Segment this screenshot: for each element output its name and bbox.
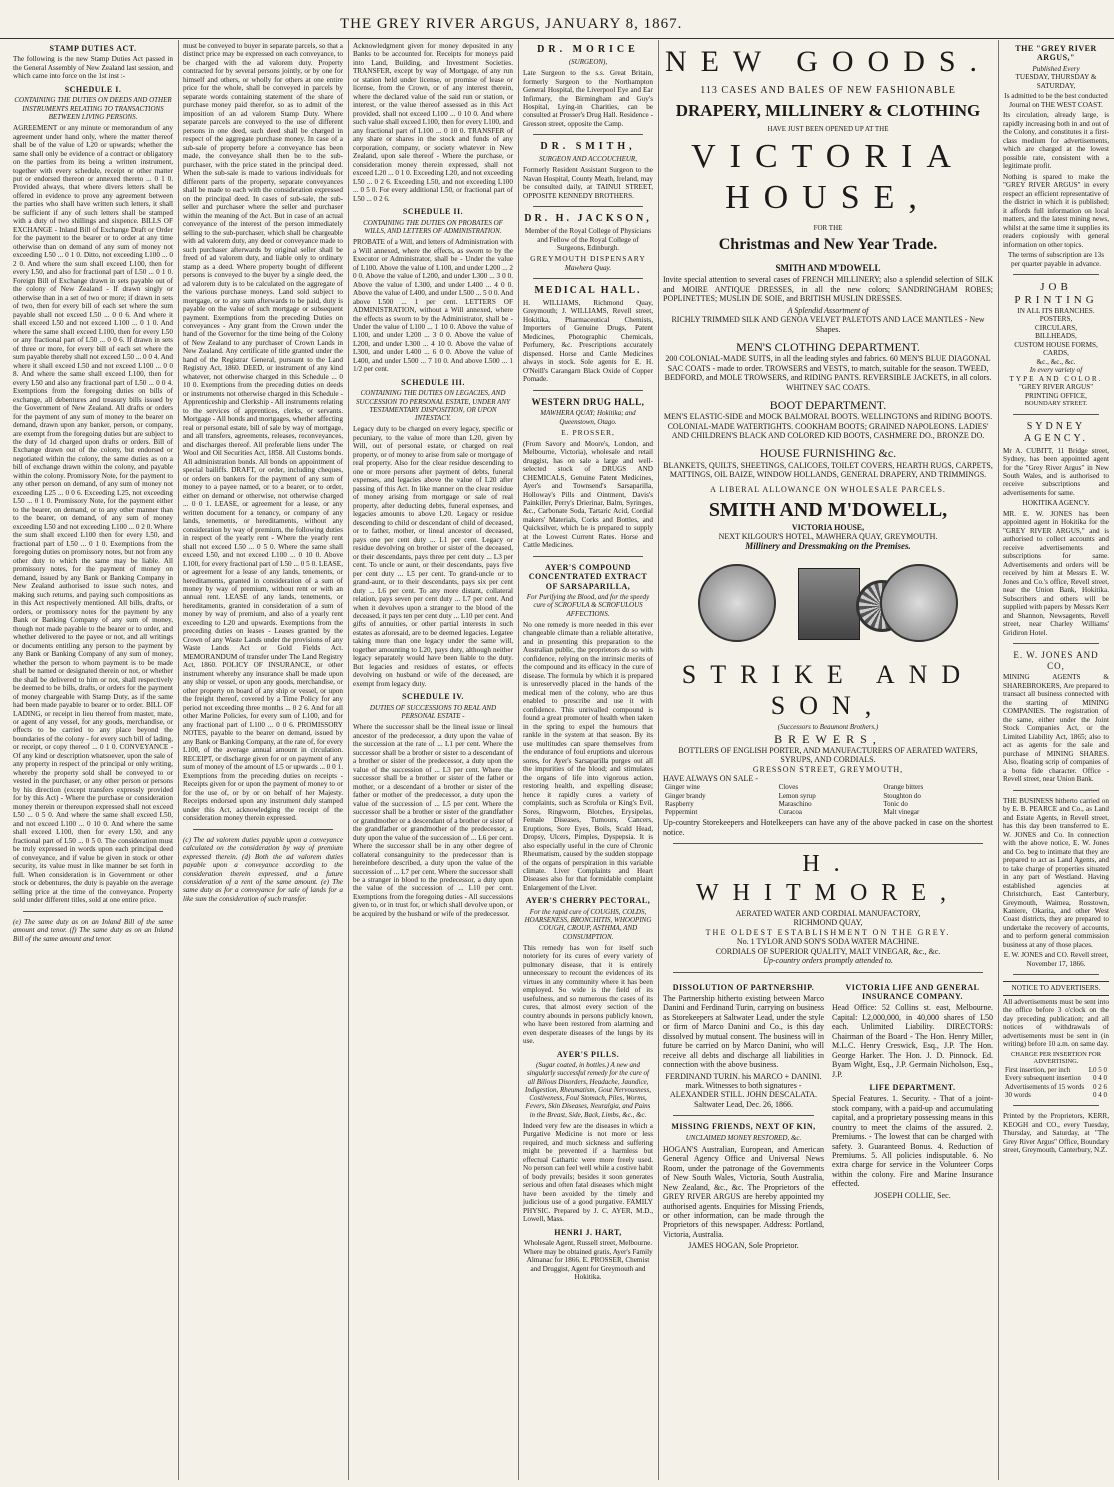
business-notice: THE BUSINESS hitherto carried on by E. B. PEARCE and Co., as Land and Estate Agents, in Revell street, has this day been transferred to E. W. JONES and Co. In connection with the above notice, E. W. Jones and Co. beg to intimate that they are prepared to act as Land Agents, and to take charge of properties situated in any part of Westland. Having established agencies at Christchurch, East Canterbury, Greymouth, Waimea, Rosstown, Kaniere, Okarita, and other West Coast districts, they are prepared to undertake the recovery of accounts, and to perform general commission business at any of those places.: [1003, 796, 1109, 949]
smith-name: DR. SMITH,: [540, 141, 636, 153]
jones-body: MINING AGENTS & SHAREBROKERS, Are prepared to transact all business connected with the starting of MINING COMPANIES. The registration of the same, either under the Joint Stock Companies Act, or the Limited Liability Act, 1865; also to act as agents for the sale and purchase of MINING SHARES. Also, floating scrip of companies of a bona fide character. Office - Revell street, near Union Bank.: [1003, 673, 1109, 784]
life-department-body: Special Features. 1. Security. - That of a joint-stock company, with a paid-up and accumulating capital, and a proprietary possessing means in this country to meet the claims of the assured. 2. Premiums. - The lowest that can be charged with safety. 3. Guaranteed Bonus. 4. Reduction of Premiums. 5. All policies indisputable. 6. No extra charge for service in the Volunteer Corps within the colony. Fire and Marine Insurance effected.: [832, 1094, 993, 1189]
rate-value: 0 2 6: [1093, 1082, 1107, 1091]
western-drug-hall-heading: WESTERN DRUG HALL,: [531, 396, 645, 407]
splendid-line: A Splendid Assortment of: [787, 305, 869, 315]
boot-dept-body: MEN'S ELASTIC-SIDE and MOCK BALMORAL BOOTS. WELLINGTONS and RIDING BOOTS. COLONIAL-MADE WATERTIGHTS. COOKHAM BOOTS; GRAINED NAPOLEONS. LADIES' AND CHILDREN'S BLACK AND COLORED KID BOOTS, CASHMERE DO., BRONZE DO.: [663, 412, 993, 440]
schedule-3-heading: SCHEDULE III.: [401, 377, 465, 387]
schedule-4-body: Where the successor shall be the lineal issue or lineal ancestor of the predecessor, a duty upon the value of the succession at the rate of ... L1 per cent. Where the successor shall be a brother or sister to a descendant of a brother or sister of the predecessor, a duty upon the value of the succession of ... L3 per cent. Where the successor shall be a brother or sister of the father or mother, or a descendant of a brother or sister of the father or mother of the predecessor, a duty upon the value of the succession of ... L5 per cent. Where the successor shall be a brother or sister of the grandfather or grandmother or a descendant of a brother or sister of the grandfather or grandmother of the predecessor, a duty upon the value of the succession of ... L6 per cent. Where the successor shall be in any other degree of collateral consanguinity to the predecessor than is hereinbefore described, a duty upon the value of the succession of ... L7 per cent. Where the successor shall be a stranger in blood to the predecessor, a duty upon the value of the succession of ... L10 per cent. Exemptions from the foregoing duties - All successions given to, or in trust for, or which shall devolve upon, or be acquired by the husband or wife of the predecessor.: [353, 723, 513, 918]
divider: [533, 206, 643, 207]
drapery-heading: DRAPERY, MILLINERY & CLOTHING: [675, 101, 981, 121]
table-cell: Raspberry: [665, 799, 694, 808]
sydney-agency-heading: SYDNEY AGENCY.: [1024, 420, 1088, 444]
column-stamp-duties-cont: [178, 40, 348, 1480]
rate-label: 30 words: [1005, 1090, 1031, 1099]
table-row: [663, 783, 993, 791]
medical-hall-heading: MEDICAL HALL.: [534, 285, 642, 296]
printing-office: "GREY RIVER ARGUS" PRINTING OFFICE,: [1018, 383, 1094, 400]
missing-friends-heading: MISSING FRIENDS, NEXT OF KIN,: [671, 1122, 816, 1132]
strike-son-heading: STRIKE AND SON,: [681, 659, 975, 720]
hart-name: HENRI J. HART,: [554, 1227, 622, 1237]
ayer-sarsaparilla-body: No one remedy is more needed in this ever changeable climate than a reliable alterative, and in presenting this preparation to the Australian public, the proprietors do so with confidence, relying on the intrinsic merits of the compound and its efficacy in the cure of disease. The formula by which it is prepared is unreservedly placed in the hands of the medical men of the colony, who are thus enabled to prescribe and use it with confidence. This unrivalled compound is found a great promoter of health when taken in the spring to expel the humours that rankle in the system at that season. By its use multitudes can spare themselves from the endurance of foul eruptions and ulcerous sores, for Ayer's Sarsaparilla purges out all the impurities of the blood; and stimulates the organs of life into vigorous action, restoring health, and expelling disease; hence it rapidly cures a variety of complaints, such as Scrofula or King's Evil, Sores, Ringworm, Blotches, Erysipelas, Female Diseases, Tumours, Cancers, Eruptions, Sore Eyes, Boils, Scald Head, Dropsy, Ulcers, Pimples, Dyspepsia. It is also especially useful in the cure of Chronic Rheumatism, caused by the sudden stoppage of the organs of perspiration in this variable climate. Liver Complaints and Heart Diseases also for that formidable complaint Enlargement of the Liver.: [523, 620, 653, 892]
ayer-pills-heading: AYER'S PILLS.: [556, 1049, 620, 1059]
list-item: CARDS,: [1043, 349, 1069, 358]
hart-body: Wholesale Agent, Russell street, Melbourne. Where may be obtained gratis, Ayer's Family Almanac for 1866. E. PROSSER, Chemist and Druggist, Agent for Greymouth and Hokitika.: [523, 1239, 653, 1282]
bottom-right-ads: [832, 979, 993, 1251]
job-items-list: [1003, 315, 1109, 366]
table-cell: Maraschino: [778, 799, 812, 808]
column-schedules: [348, 40, 518, 1480]
printer-imprint: Printed by the Proprietors, KERR, KEOGH and CO., every Tuesday, Thursday, and Saturday, at "The Grey River Argus" Office, Boundary street, Greymouth, Canterbury, N.Z.: [1003, 1112, 1109, 1155]
missing-friends-body: HOGAN'S Australian, European, and American General Agency Office and Universal News Room, under the patronage of the Governments of New South Wales, Victoria, South Australia, New Zealand, &c., &c. The Proprietors of the GREY RIVER ARGUS are hereby appointed my authorised agents. Enquiries for Missing Friends, or other information, can be made through the Proprietors of this newspaper. Address: Portland, Victoria, Australia.: [663, 1144, 824, 1239]
orders-line: Up-country orders promptly attended to.: [763, 956, 893, 966]
list-item: &c., &c., &c.: [1036, 357, 1076, 366]
western-drug-hall-sub: MAWHERA QUAY; Hokitika; and Queenstown, Otago.: [540, 409, 636, 426]
schedule-1-continued: must be conveyed to buyer in separate parcels, so that a distinct price may be expressed on each conveyance, to be charged with the ad valorem duty. Property contracted for by several persons jointly, or by one for himself and others, or wholly for others at one entire price for the whole, shall be conveyed in parcels by separate words containing statement of the share of purchase money paid therefor, so as to admit of the imposition of an ad valorem Stamp Duty. Where separate parcels are conveyed to the use of different persons in one deed, such deed shall be charged in respect of the aggregate purchase money. In case of a sub-sale of property before a conveyance has been made, the conveyance shall then be to the sub-purchaser, with the price stated in the principal deed. When the sub-sale is made to various individuals for different parts of the property, separate conveyances shall be made to each with the consideration expressed on the principal deed. In cases of sub-sale, the sub-seller and purchaser where the seller and purchaser within the meaning of the Act. But in case of an actual conveyance of the interest of the person immediately selling to the sub-purchaser, which shall be chargeable with ad valorem duty, any deed or conveyance made to such purchaser afterwards by original seller shall be freed of ad valorem duty, and liable only to ordinary stamp as a deed. Where property bought of different persons is conveyed to the buyer by a single deed, the ad valorem duty is to be calculated on the aggregate of the various purchase moneys. Land sold subject to mortgage, or to any sum afterwards to be paid, duty is payable on the value of such mortgage or subsequent payment. Exemptions from the preceding Duties on conveyances - Any grant from the Crown under the hand of the Governor for the time being of the Colony of New Zealand to any purchaser of Crown Lands in New Zealand. Any certificate of title granted under the hand of the Registrar General, pursuant to the Land Registry Act, 1860. DEED, or instrument of any kind whatever, not otherwise charged in this Schedule ... 0 10 0. Exemptions from the preceding duties on deeds or instruments not otherwise charged in this Schedule - Apprenticeship and Clerkship - All instruments relating to the services of apprentices, clerks, or servants. Mortgage - All bonds and mortgages, whether affecting real or personal estate, bill of sale by way of mortgage, and all transfers, agreements, releases, reconveyances, and discharges thereof. All preferable liens under The Wool and Oil Securities Act, 1858. All Customs bonds. All administration bonds. All bonds on appointment of special bailiffs. DRAFT, or order, including cheques, or orders on bankers for the payment of any sum of money to a payee named, or to a bearer, or to order, either on demand or otherwise, not otherwise charged ... 0 0 1. LEASE, or agreement for a lease, or any written document for a tenancy, or company of any lands, tenements, or hereditaments, without any consideration by way of premium, the following duties in respect of the yearly rent - Where the yearly rent shall not exceed L50 ... 0 5 0. Where the same shall exceed L50, and not exceed L100 ... 0 10 0. Above L100, for every fractional part of L50 ... 0 5 0. LEASE, or agreement for a lease of any lands, tenements, or hereditaments, granted in consideration of a sum of money by way of premium, without rent or with an annual rent. LEASE of any lands, tenements, or hereditaments, granted in consideration of a sum of money by way of premium, and also of a yearly rent exceeding to L20 and upwards. Exemptions from the preceding duties on leases - Leases granted by the Crown of any Waste Lands under the provisions of any Waste Lands Act or Gold Fields Act. MEMORANDUM of transfer under The Land Registry Act, 1860. POLICY OF INSURANCE, or other instrument whereby any insurance shall be made upon any ship or vessel, or upon any goods, merchandise, or other property on board of any ship or vessel, or upon the freight thereof, covered by a Time Policy for any period not exceeding three months ... 0 2 6. And for all other Marine Policies, for every sum of L100, and for any fractional part of L100 ... 0 0 6. PROMISSORY NOTES, payable to the bearer on demand, issued by any Bank or Banking Company, at the rate of, for every L100, of the average annual amount in circulation. RECEIPT, or discharge given for or on payment of any sum of money of the amount of L5 or upwards ... 0 0 1. Exemptions from the preceding duties on receipts - Receipts given for or upon the payment of money to or for the use of, or by or on behalf of her Majesty. Receipts endorsed upon any instrument duly stamped under this Act, acknowledging the receipt of the consideration money therein expressed.: [183, 42, 344, 823]
cases-line: 113 CASES AND BALES OF NEW FASHIONABLE: [700, 85, 956, 97]
table-cell: Peppermint: [665, 808, 698, 817]
smith-mcdowell-name: SMITH AND M'DOWELL: [775, 262, 881, 273]
hokitika-agency-body: MR. E. W. JONES has been appointed agent in Hokitika for the "GREY RIVER ARGUS," and is authorised to collect accounts and receive advertisements and subscriptions for same. Advertisements and orders will be received by him at Messrs E. W. Jones and Co.'s office, Revell street, near the Union Bank, Hokitika. Subscribers and others will be supplied with papers by Messrs Kerr and Shannon, Newsagents, Revell street, near Charley Williams' Gridiron Hotel.: [1003, 509, 1109, 637]
schedule-4-heading: SCHEDULE IV.: [402, 692, 464, 702]
invite-text: Invite special attention to several cases of FRENCH MILLINERY; also a splendid selection of SILK and MOIRE ANTIQUE DRESSES, in all the new colors; SANDRINGHAM ROBES; POPLINETTES; MUSLIN DE SOIE, and BRITISH MUSLIN DRESSES.: [663, 275, 993, 304]
footnotes: (c) The ad valorem duties payable upon a conveyance calculated on the consideration by way of premium expressed therein. (d) Both the ad valorem duties payable upon a conveyance according to the consideration therein expressed, and a future consideration of a rent of the same amount. (e) The same duty as for a conveyance for sale of lands for a like sum the consideration of such transfer.: [183, 835, 343, 903]
list-item: BILLHEADS,: [1035, 332, 1077, 341]
variety-line: In every variety of: [1029, 366, 1083, 375]
mens-clothing-body: 200 COLONIAL-MADE SUITS, in all the leading styles and fabrics. 60 MEN'S BLUE DIAGONAL SAC COATS - made to order. TROWSERS and VESTS, to match, suitable for the season. TWEED, BEDFORD, and MOLE TROWSERS, and RIDING PANTS. REVERSIBLE JACKETS, in all colors. WHITNEY SAC COATS.: [664, 354, 992, 392]
table-cell: Ginger brandy: [665, 791, 706, 800]
divider: [1013, 974, 1099, 975]
victoria-house-heading: VICTORIA HOUSE,: [691, 138, 965, 216]
stamp-duties-title: STAMP DUTIES ACT.: [49, 44, 137, 53]
liberal-allowance: A LIBERAL ALLOWANCE ON WHOLESALE PARCELS.: [710, 485, 946, 495]
jackson-body: Member of the Royal College of Physicians and Fellow of the Royal College of Surgeons, Edinburgh.: [524, 227, 652, 253]
hogan-signature: JAMES HOGAN, Sole Proprietor.: [688, 1241, 799, 1251]
machine-icon: [798, 568, 860, 640]
opened-line: HAVE JUST BEEN OPENED UP AT THE: [767, 125, 889, 134]
brewery-engraving: [678, 558, 978, 654]
victoria-house-footer: VICTORIA HOUSE,: [791, 522, 865, 532]
column-drapery-ads: [658, 40, 998, 1480]
oldest-establishment: THE OLDEST ESTABLISHMENT ON THE GREY.: [705, 927, 951, 937]
morice-title: (SURGEON),: [568, 57, 608, 66]
branches-line: IN ALL ITS BRANCHES.: [1017, 306, 1095, 315]
table-cell: Cloves: [778, 783, 799, 792]
boundary-street: BOUNDARY STREET.: [1024, 400, 1088, 408]
smith-mcdowell-footer: SMITH AND M'DOWELL,: [708, 498, 948, 521]
sydney-agency-body: Mr A. CUBITT, 11 Bridge street, Sydney, has been appointed agent for the "Grey River Argus" in New South Wales, and is authorised to receive subscriptions and advertisements for same.: [1003, 446, 1109, 497]
prosser-body: (From Savory and Moore's, London, and Melbourne, Victoria), wholesale and retail druggist, has on sale a large and well-selected stock of DRUGS AND CHEMICALS, Genuine Patent Medicines, Ayer's and Townsend's Sarsaparilla, Holloway's Pills and Ointment, Davis's Painkiller, Perry's Drierinar, Balm, Syringes, &c., Carbonate Soda, Tartaric Acid, Cordial makers' Materials, Corks and Bottles, and Quicksilver, which he is prepared to supply at the Lowest Current Rates. Horse and Cattle Medicines.: [523, 439, 653, 550]
table-row: [663, 808, 993, 816]
published-line: Published Every: [1032, 64, 1080, 73]
notice-advertisers-heading: NOTICE TO ADVERTISERS.: [1003, 981, 1109, 995]
collie-signature: JOSEPH COLLIE, Sec.: [874, 1190, 951, 1200]
masthead-title: THE GREY RIVER ARGUS, JANUARY 8, 1867.: [340, 16, 683, 32]
schedule-2-subtitle: CONTAINING THE DUTIES ON PROBATES OF WILLS, AND LETTERS OF ADMINISTRATION.: [363, 218, 503, 235]
whitmore-heading: H. WHITMORE,: [696, 851, 960, 906]
bottlers-line: BOTTLERS OF ENGLISH PORTER, AND MANUFACTURERS OF AERATED WATERS, SYRUPS, AND CORDIALS.: [678, 745, 978, 765]
nothing-spared-text: Nothing is spared to make the "GREY RIVER ARGUS" in every respect an efficient representative of the district in which it is published; it affords full information on local matters, and the latest mining news, whilst at the same time it supplies its readers copiously with general information on other topics.: [1003, 172, 1110, 249]
schedule-4-subtitle: DUTIES OF SUCCESSIONS TO REAL AND PERSONAL ESTATE -: [369, 703, 497, 721]
divider: [533, 556, 643, 557]
table-row: [1003, 1083, 1109, 1091]
schedule-3-body: Legacy duty to be charged on every legacy, specific or pecuniary, to the value of more than L20, given by Will, out of personal estate, or charged on real property, or of money to arise from sale or mortgage of real property. Also for the clear residue descending to one or more persons after payment of debts, funeral expenses, and legacies above the value of L20 after passing of this Act. In like manner on the clear residue of money arising from mortgage or sale of real property, after deducting debts, funeral expenses, and legacies amounts to above L20. Legacy or residue descending to child or descendant of child of deceased, or to father, mother, or lineal ancestor of deceased, pays one per cent duty ... L1 per cent. Legacy or residue devolving on brother or sister of the deceased, or their descendants, pays three per cent duty ... L3 per cent. To uncle or aunt, or their descendants, pays five per cent duty ... L5 per cent. To grand-uncle or to grand-aunt, or to their descendants, pays six per cent duty ... L6 per cent. To any more distant, collateral relation, pays seven per cent duty ... L7 per cent. And when it devolves upon a stranger to the blood of the deceased, it pays ten per cent duty ... L10 per cent. And gifts of annuities, or other partial interests in such estates as aforesaid, are to be deemed legacies. Legatee taking more than one legacy under the same will, together amounting to L20, pays duty, although neither legacy separately would have been liable to the duty. But legacies and residues of estates, or effects devolving on husband or wife of the deceased, are exempt from legacy duty.: [353, 425, 513, 688]
divider: [533, 134, 643, 135]
millinery-line: Millinery and Dressmaking on the Premises.: [745, 541, 911, 552]
missing-friends-sub: UNCLAIMED MONEY RESTORED, &c.: [685, 1133, 802, 1142]
list-item: CUSTOM HOUSE FORMS,: [1014, 340, 1098, 349]
divider: [1013, 274, 1099, 275]
divider: [1013, 1105, 1099, 1106]
schedule-1-subtitle: CONTAINING THE DUTIES ON DEEDS AND OTHER INSTRUMENTS RELATING TO TRANSACTIONS BETWEEN LIVING PERSONS.: [14, 96, 172, 121]
divider: [23, 911, 163, 912]
divider: [673, 972, 983, 973]
schedule-1-end: Acknowledgment given for money deposited in any Banks to be accounted for. Receipts for moneys paid into Land, Building, and Investment Societies. TRANSFER, except by way of Mortgage, of any run or station held under license, or promise of lease or license, from the Crown, or of any interest therein, where the declared value of the said run or station, or interest, or the value thereof assessed as in this Act provided, shall not exceed L100 ... 0 10 0. And where such value shall exceed L100, then for every L100, and any fractional part of L100 ... 0 10 0. TRANSFER of any share or shares in the stock and funds of any corporation, company, or society whatever in New Zealand, upon sale thereof - Where the purchase, or consideration money therein expressed, shall not exceed L20 ... 0 1 0. Exceeding L20, and not exceeding L50 ... 0 2 6. Exceeding L50, and not exceeding L100 ... 0 5 0. For every additional L50, or fractional part of L50 ... 0 2 6.: [353, 42, 513, 203]
tylor-machine: No. 1 TYLOR AND SON'S SODA WATER MACHINE.: [736, 937, 920, 947]
jackson-place: GREYMOUTH DISPENSARY: [530, 253, 646, 263]
list-item: POSTERS,: [1039, 315, 1073, 324]
morice-name: DR. MORICE: [537, 44, 639, 55]
dissolution-heading: DISSOLUTION OF PARTNERSHIP.: [672, 982, 815, 992]
argus-title: THE "GREY RIVER ARGUS,": [1015, 44, 1097, 63]
successors-line: (Successors to Beaumont Brothers.): [777, 723, 879, 732]
gresson-street: GRESSON STREET, GREYMOUTH,: [752, 764, 904, 774]
christmas-heading: Christmas and New Year Trade.: [718, 235, 938, 253]
publication-days: TUESDAY, THURSDAY & SATURDAY,: [1015, 73, 1097, 90]
table-row: [663, 800, 993, 808]
table-row: [1003, 1074, 1109, 1082]
victoria-life-body: Head Office: 52 Collins st. east, Melbourne. Capital: L2,000,000, in 40,000 shares of L50 each. Unlimited Liability. DIRECTORS: Chairman of the Board - The Hon. Henry Miller, M.L.C. Henry Creswick, Esq., J.P. The Hon. George Harker. The Hon. J. D. Pinnock. Ed. Byam Wight, Esq., J.P. Germain Nicholson, Esq., J.P.: [832, 1003, 993, 1079]
hokitika-agency-heading: HOKITIKA AGENCY.: [1022, 499, 1090, 508]
table-cell: Stoughton do: [883, 791, 921, 800]
cordials-line: CORDIALS OF SUPERIOR QUALITY, MALT VINEGAR, &c., &c.: [715, 946, 941, 956]
richmond-quay: RICHMOND QUAY,: [793, 918, 863, 928]
new-goods-heading: NEW GOODS.: [664, 45, 992, 78]
mens-clothing-heading: MEN'S CLOTHING DEPARTMENT.: [736, 340, 920, 355]
medical-hall-body: H. WILLIAMS, Richmond Quay, Greymouth; J. WILLIAMS, Revell street, Hokitika, Pharmaceutical Chemists, Importers of Genuine Drugs, Patent Medicines, Photographic Chemicals, Perfumery, &c. Prescriptions accurately dispensed. Horse and Cattle Medicines always in stock. Sole agents for E. H. O'Neill's Carangarn Black Oxide of Copper Pomade.: [523, 298, 653, 384]
victoria-life-heading: VICTORIA LIFE AND GENERAL INSURANCE COMPANY.: [845, 982, 980, 1002]
rate-label: First insertion, per inch: [1005, 1066, 1071, 1075]
list-item: CIRCULARS,: [1034, 323, 1078, 332]
ayer-sarsaparilla-heading: AYER'S COMPOUND CONCENTRATED EXTRACT OF SARSAPARILLA,: [528, 562, 648, 591]
ayer-pills-body: Indeed very few are the diseases in which a Purgative Medicine is not more or less required, and much sickness and suffering might be prevented if a harmless but effectual Cathartic were more freely used. No person can feel well while a costive habit of body prevails; besides it soon generates serious and often fatal diseases which might have been avoided by the timely and judicious use of a good purgative. FAMILY PHYSIC. Prepared by J. C. AYER, M.D., Lowell, Mass.: [523, 1121, 653, 1224]
house-furnishing-heading: HOUSE FURNISHING &c.: [759, 446, 897, 461]
jackson-name: DR. H. JACKSON,: [524, 213, 652, 225]
admitted-line: Is admitted to be the best conducted Journal on THE WEST COAST.: [1004, 92, 1108, 109]
aerated-line: AERATED WATER AND CORDIAL MANUFACTORY,: [735, 908, 921, 918]
column-stamp-duties: [8, 40, 178, 1480]
have-always-on-sale: HAVE ALWAYS ON SALE -: [663, 774, 758, 784]
dissolution-body: The Partnership hitherto existing between Marco Danini and Ferdinand Turin, carrying on business as Storekeepers at Saltwater Lead, under the style or firm of Marco Danini and Co., is this day dissolved by mutual consent. The business will in future be carried on by Marco Danini, who will receive all debts and discharge all liabilities in connection with the above business.: [663, 994, 824, 1070]
stamp-duties-intro: The following is the new Stamp Duties Act passed in the General Assembly of New Zealand last session, and which came into force on the 1st inst :-: [13, 55, 173, 81]
terms-text: The terms of subscription are 13s per quarter payable in advance.: [1007, 251, 1104, 268]
product-table: [663, 783, 993, 816]
jackson-address: Mawhera Quay.: [564, 263, 612, 272]
ayer-pectoral-sub: For the rapid cure of COUGHS, COLDS, HOARSENESS, BRONCHITIS, WHOOPING COUGH, CROUP, ASTHMA, AND CONSUMPTION.: [524, 907, 652, 941]
table-cell: Orange bitters: [883, 783, 924, 792]
divider: [1013, 414, 1099, 415]
rate-value: 0 4 0: [1093, 1090, 1107, 1099]
circulation-text: Its circulation, already large, is rapidly increasing both in and out of the Colony, and constitutes it a first-class medium for advertisements, which are charged at the lowest possible rate, consistent with a legitimate profit.: [1003, 111, 1109, 171]
divider: [193, 829, 333, 830]
prosser-name: E. PROSSER,: [561, 427, 615, 437]
column-argus-notices: [998, 40, 1114, 1480]
schedule-2-body: PROBATE of a Will, and letters of Administration with a Will annexed, where the effects, as sworn to by the Executor or Administrator, shall be - Under the value of L100. Above the value of L100, and under L200 ... 2 0 0. Above the value of L200, and under L300 ... 3 0 0. Above the value of L300, and under L400 ... 4 0 0. Above the value of L400, and under L500 ... 5 0 0. And above L500 ... 1 per cent. LETTERS OF ADMINISTRATION, without a Will annexed, where the effects as sworn to by the Administrator, shall be - Under the value of L100 ... 1 10 0. Above the value of L100, and under L200 ... 3 0 0. Above the value of L200, and under L300 ... 4 10 0. Above the value of L300, and under L400 ... 6 0 0. Above the value of L400, and under L500 ... 7 10 0. And above L500 ... 1 1/2 per cent.: [353, 238, 513, 374]
house-furnishing-body: BLANKETS, QUILTS, SHEETINGS, CALICOES, TOILET COVERS, HEARTH RUGS, CARPETS, MATTINGS, OIL BAIZE, WINDOW HOLLANDS, GENERAL DRAPERY, AND TRIMMINGS.: [663, 460, 993, 480]
ayer-sarsaparilla-sub: For Purifying the Blood, and for the speedy cure of SCROFULA & SCROFULOUS AFFECTIONS.: [526, 593, 650, 618]
bottom-left-ads: [663, 979, 824, 1251]
schedule-2-heading: SCHEDULE II.: [402, 207, 464, 217]
medal-icon: [880, 564, 958, 642]
for-the-line: FOR THE: [813, 223, 843, 232]
masthead: [0, 8, 1114, 39]
divider: [1013, 643, 1099, 644]
notice-advertisers-body: All advertisements must be sent into the office before 3 o'clock on the day preceding publication; and all notices of withdrawals of advertisements must be sent in (in writing) before 10 a.m. on same day.: [1003, 997, 1109, 1049]
jones-heading: E. W. JONES AND CO,: [1013, 650, 1099, 671]
table-row: [1003, 1066, 1109, 1074]
divider: [673, 1115, 814, 1116]
life-department-heading: LIFE DEPARTMENT.: [869, 1082, 956, 1092]
table-row: [663, 792, 993, 800]
divider: [1013, 790, 1099, 791]
column-medical-ads: [518, 40, 658, 1480]
rate-value: 0 4 0: [1093, 1074, 1107, 1083]
rate-value: L0 5 0: [1088, 1066, 1107, 1075]
divider: [533, 390, 643, 391]
bottom-ads-row: [663, 979, 993, 1251]
job-printing-heading: JOB PRINTING: [1014, 281, 1098, 306]
dissolution-signatures: FERDINAND TURIN. his MARCO + DANINI. mark. Witnesses to both signatures - ALEXANDER STILL. JOHN DESCALATA. Saltwater Lead, Dec. 26, 1866.: [665, 1071, 822, 1109]
ayer-pectoral-body: This remedy has won for itself such notoriety for its cures of every variety of pulmonary disease, that it is entirely unnecessary to recount the evidences of its virtues in any community where it has been employed. So wide is the field of its usefulness, and so numerous the cases of its cures, that almost every section of the country abounds in persons publicly known, who have been restored from alarming and even desperate diseases of the lungs by its use.: [523, 943, 653, 1046]
schedule-1-body: AGREEMENT or any minute or memorandum of any agreement under hand only, where the matter thereof shall be of the value of L20 or upwards; whether the same shall only be evidence of a contract or obligatory on the parties from its being a written instrument, together with every schedule, receipt or other matter put or endorsed thereon or annexed thereto ... 0 1 0. Provided always, that where divers letters shall be offered in evidence to prove any agreement between the parties who shall have written such letters, it shall be sufficient if any of such letters shall be stamped with a duty of two shillings and sixpence. BILLS OF EXCHANGE - Inland Bill of Exchange Draft or Order for the payment to the bearer or to order at any time otherwise than on demand of any sum of money not exceeding L50 ... 0 1 0. Ditto, not exceeding L100 ... 0 2 0. And where the sum shall exceed L100, then for every L50, and also for fractional part of L50 ... 0 1 0. Foreign Bill of Exchange drawn in sets payable out of the colony of New Zealand - If drawn singly or otherwise than in a set of two or more; if drawn in sets of two, then for every bill of each set where the sum payable shall not exceed L50 ... 0 0 6. And where it shall exceed L50 and not exceed L100 ... 0 1 0. And where the same shall exceed L100, then for every L50 or any fractional part of L50 ... 0 0 6. If drawn in sets of three or more, for every bill of each set where the sum payable thereby shall not exceed L50 ... 0 0 4. And where it shall exceed L50 and not exceed L100 ... 0 0 8. And where the same shall exceed L100, then for every L50 and also any fractional part of L50 ... 0 0 4. Exemptions from the foregoing duties on bills of exchange, all debentures and treasury bills issued by the Government of New Zealand. All drafts or orders for the payment of any sum of money to the bearer on demand, drawn upon any banker, person, or company, are exempt from the foregoing duties but are subject to the duty of 1d charged upon drafts or orders. Bill of Exchange drawn out of the colony, but endorsed or negotiated within the colony, the same duties as on a bill of exchange drawn within the colony, and payable within the colony. Promissory Note, for the payment to any other person on demand, of any sum of money not exceeding L25 ... 0 0 6. Exceeding L25, not exceeding L50 ... 0 1 0. Promissory Note, for the payment either to the bearer, on demand, or to any other manner than to the bearer, on demand, of any sum of money exceeding L50 and not exceeding L100 ... 0 2 0. Where the sum shall exceed L100 then for every L50, and fractional part of L50 ... 0 1 0. Exemptions from the foregoing duties on promissory notes, but not from any other duty to which the same may be liable. All promissory notes, for the payment of money on demand, issued by any Bank or Banking Company in New Zealand authorised to issue such notes, and making such returns, and paying such compositions as in this Act respectively mentioned. All bills, drafts, or orders, or promissory notes for the payment by any Bank or Banking Company of any sum of money, though not made payable to the bearer or to order, and whether delivered to the payee or not, and all writings or documents entitling any person to the payment by any Bank or Banking Company of any sum of money, whether the person to whom payment is to be made shall be named or designated therein or not, or whether the shall be delivered to him or not, shall respectively be deemed to be bills, drafts, or orders for the payment of money chargeable with Stamp Duty, as if the same had been made payable to bearer or to order. BILL OF LADING, or receipt in lieu thereof from master, mate, or agent of any vessel, for any goods, merchandise, or effects to be carried to any place beyond the boundaries of the colony - for every such bill of lading, or receipt, or copy thereof ... 0 1 0. CONVEYANCE - Of any kind or description whatsoever, upon the sale of any property in respect of the principal or only writing, whereby the property sold shall be conveyed to or vested in the purchaser, or any other person or persons by his direction (except transfers expressly provided for by this Act) - Where the purchase or consideration money therein or thereupon expressed shall not exceed L50 ... 0 5 0. And where the same shall exceed L50, and not exceed L100 ... 0 10 0. And where the same shall exceed L100, then for every L50, and any fractional part of L50 ... 0 5 0. The consideration must be truly expressed in words upon each principal deed of conveyance, and if value be given in stock or other security, its value must in like manner be set forth in full. When consideration is in Government or other stock or debentures, the duty is payable on the average selling price at the time of the conveyance. Property sold under different titles, sold at one entire price.: [13, 124, 173, 905]
smith-title: SURGEON AND ACCOUCHEUR,: [539, 155, 637, 164]
charge-heading: CHARGE PER INSERTION FOR ADVERTISING.: [1010, 1050, 1102, 1066]
divider: [673, 843, 983, 844]
next-kilgours: NEXT KILGOUR'S HOTEL, MAWHERA QUAY, GREYMOUTH.: [718, 531, 938, 541]
type-color-line: TYPE AND COLOR.: [1009, 374, 1103, 383]
table-cell: Tonic do: [883, 799, 908, 808]
ayer-pills-sub: (Sugar coated, in bottles.) A new and singularly successful remedy for the cure of all Bilious Disorders, Headache, Jaundice, Indigestion, Rheumatism, Gout Nervousness, Costiveness, Foul Stomach, Piles, Worms, Fevers, Skin Diseases, Neuralgia, and Pains in the Breast, Side, Back, Limbs, &c., &c.: [525, 1061, 651, 1119]
medal-icon: [698, 564, 776, 642]
footnotes: (e) The same duty as on an Inland Bill of the same amount and tenor. (f) The same duty as on an Inland Bill of the same amount and tenor.: [13, 917, 173, 943]
morice-body: Late Surgeon to the s.s. Great Britain, formerly Surgeon to the Northampton General Hospital, the Liverpool Eye and Ear Infirmary, the Birmingham and Guy's Hospital, Lying-in Charities, can be consulted at Prosser's Drug Hall. Residence - Gresson street, opposite the Camp.: [523, 69, 653, 128]
ayer-pectoral-heading: AYER'S CHERRY PECTORAL,: [525, 896, 651, 906]
divider: [533, 278, 643, 279]
upcountry-note: Up-country Storekeepers and Hotelkeepers can have any of the above packed in case on the shortest notice.: [663, 818, 993, 837]
richly-trimmed: RICHLY TRIMMED SILK AND GENOA VELVET PALETOTS AND LACE MANTLES - New Shapes.: [671, 315, 985, 334]
table-cell: Malt vinegar: [883, 808, 920, 817]
table-cell: Ginger wine: [665, 783, 700, 792]
rate-label: Every subsequent insertion: [1005, 1074, 1081, 1083]
table-cell: Lemon syrup: [778, 791, 816, 800]
table-cell: Curacoa: [778, 808, 802, 817]
schedule-1-heading: SCHEDULE I.: [64, 84, 122, 94]
smith-body: Formerly Resident Assistant Surgeon to the Navan Hospital, County Meath, Ireland, may be consulted daily, at TAINUI STREET, OPPOSITE KENNEDY BROTHERS.: [523, 166, 653, 200]
brewers-heading: BREWERS,: [774, 731, 882, 746]
boot-dept-heading: BOOT DEPARTMENT.: [769, 397, 887, 412]
jones-signature: E. W. JONES and CO. Revell street, November 17, 1866.: [1003, 951, 1109, 968]
table-row: [1003, 1091, 1109, 1099]
schedule-3-subtitle: CONTAINING THE DUTIES ON LEGACIES, AND SUCCESSION TO PERSONAL ESTATE, UNDER ANY TESTAMENTARY DISPOSITION, OR UPON INTESTACY.: [355, 389, 511, 423]
rates-table: [1003, 1066, 1109, 1099]
rate-label: Advertisements of 15 words: [1005, 1082, 1085, 1091]
